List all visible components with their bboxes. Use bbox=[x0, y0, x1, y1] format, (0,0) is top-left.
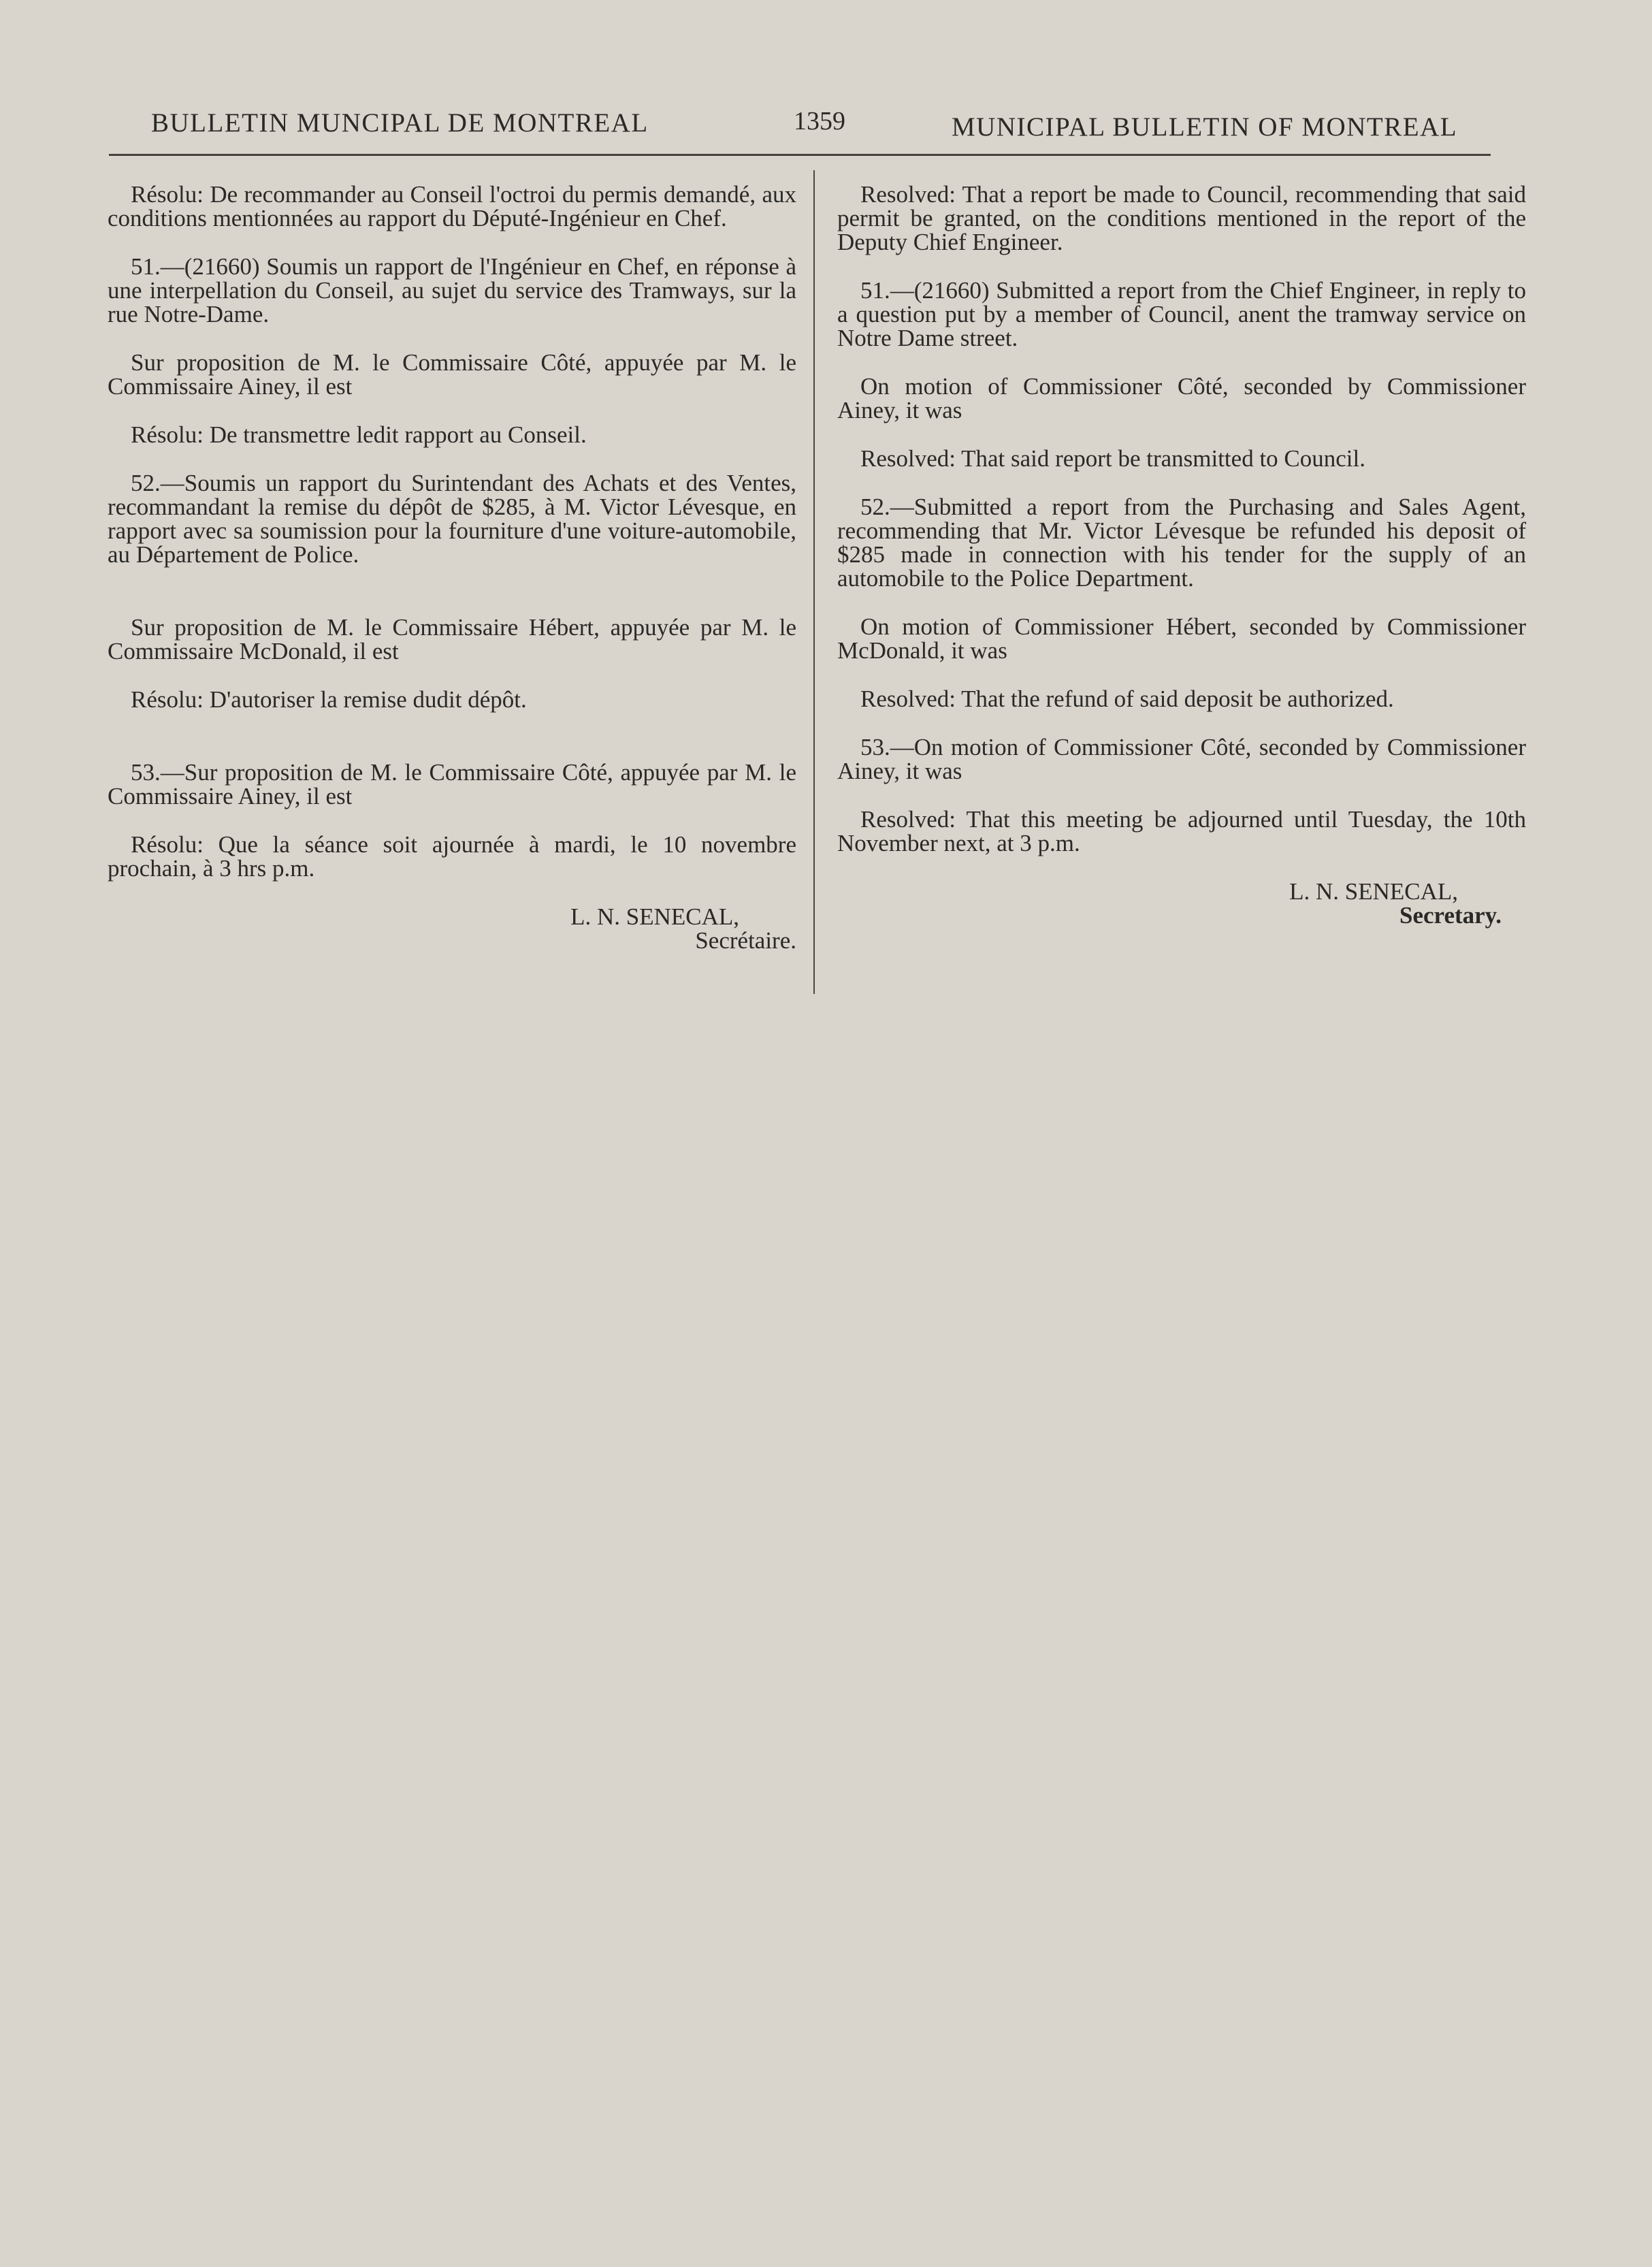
header-rule bbox=[109, 154, 1491, 156]
en-paragraph-6: On motion of Commissioner Hébert, seconded by Commissioner McDonald, it was bbox=[837, 613, 1526, 664]
header-right-title: MUNICIPAL BULLETIN OF MONTREAL bbox=[952, 112, 1458, 142]
english-column bbox=[837, 182, 1526, 952]
fr-paragraph-5: 52.—Soumis un rapport du Surintendant des Achats et des Ventes, recommandant la remise du dépôt de $285, à M. Victor Lévesque, en rapport avec sa soumission pour la fourniture d'une voiture-automobile, au Département de Police. bbox=[108, 470, 796, 568]
fr-signature-title: Secrétaire. bbox=[695, 927, 796, 954]
en-paragraph-2: 51.—(21660) Submitted a report from the Chief Engineer, in reply to a question put by a member of Council, anent the tramway service on Notre Dame street. bbox=[837, 277, 1526, 351]
fr-signature bbox=[108, 905, 796, 952]
en-paragraph-9: Resolved: That this meeting be adjourned until Tuesday, the 10th November next, at 3 p.m. bbox=[837, 806, 1526, 856]
en-paragraph-7: Resolved: That the refund of said deposit be authorized. bbox=[860, 686, 1394, 712]
fr-paragraph-2: 51.—(21660) Soumis un rapport de l'Ingénieur en Chef, en réponse à une interpellation du Conseil, au sujet du service des Tramways, sur la rue Notre-Dame. bbox=[108, 253, 796, 327]
column-divider bbox=[813, 170, 815, 994]
fr-paragraph-7: Résolu: D'autoriser la remise dudit dépôt. bbox=[131, 686, 527, 713]
en-paragraph-1: Resolved: That a report be made to Council, recommending that said permit be granted, on the conditions mentioned in the report of the Deputy Chief Engineer. bbox=[837, 181, 1526, 255]
fr-paragraph-1: Résolu: De recommander au Conseil l'octroi du permis demandé, aux conditions mentionnées au rapport du Député-Ingénieur en Chef. bbox=[108, 181, 796, 231]
header-left-title: BULLETIN MUNCIPAL DE MONTREAL bbox=[151, 108, 649, 138]
fr-paragraph-6: Sur proposition de M. le Commissaire Hébert, appuyée par M. le Commissaire McDonald, il est bbox=[108, 614, 796, 664]
page-header bbox=[0, 102, 1652, 143]
fr-paragraph-8: 53.—Sur proposition de M. le Commissaire Côté, appuyée par M. le Commissaire Ainey, il est bbox=[108, 759, 796, 809]
french-column bbox=[108, 182, 796, 977]
en-signature-name: L. N. SENECAL, bbox=[1289, 878, 1458, 905]
fr-signature-name: L. N. SENECAL, bbox=[570, 903, 739, 930]
en-paragraph-5: 52.—Submitted a report from the Purchasing and Sales Agent, recommending that Mr. Victor Lévesque be refunded his deposit of $285 made in connection with his tender for the supply of an automobile to the Police Department. bbox=[837, 494, 1526, 592]
fr-paragraph-9: Résolu: Que la séance soit ajournée à mardi, le 10 novembre prochain, à 3 hrs p.m. bbox=[108, 831, 796, 882]
en-signature-title: Secretary. bbox=[1399, 902, 1502, 929]
fr-paragraph-3: Sur proposition de M. le Commissaire Côté, appuyée par M. le Commissaire Ainey, il est bbox=[108, 349, 796, 400]
en-paragraph-4: Resolved: That said report be transmitted to Council. bbox=[860, 445, 1365, 472]
en-paragraph-8: 53.—On motion of Commissioner Côté, seconded by Commissioner Ainey, it was bbox=[837, 734, 1526, 784]
page-number: 1359 bbox=[794, 107, 845, 135]
en-signature bbox=[837, 880, 1526, 927]
en-paragraph-3: On motion of Commissioner Côté, seconded by Commissioner Ainey, it was bbox=[837, 373, 1526, 423]
fr-paragraph-4: Résolu: De transmettre ledit rapport au Conseil. bbox=[131, 421, 587, 448]
